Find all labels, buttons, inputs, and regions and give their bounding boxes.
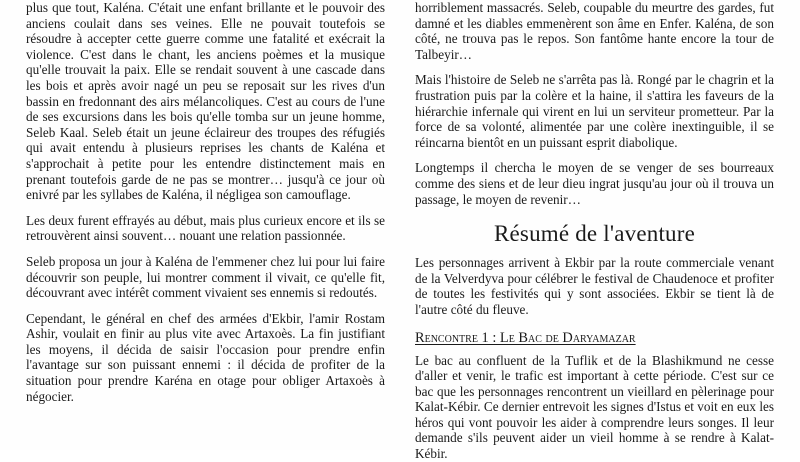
paragraph: Mais l'histoire de Seleb ne s'arrêta pas là. Rongé par le chagrin et la frustration puis par la colère et la haine, il s'attira les faveurs de la hiérarchie infernale qui virent en lui un serviteur prometteur. Par la force de sa volonté, alimentée par une colère inextinguible, il se réincarna bientôt en un puissant esprit diabolique. xyxy=(415,72,774,150)
paragraph: Les personnages arrivent à Ekbir par la route commerciale venant de la Velverdyva pour célébrer le festival de Chaudenoce et profiter de toutes les festivités qui y sont associées. Ekbir se tient là de l'autre côté du fleuve. xyxy=(415,255,774,317)
subsection-heading: Rencontre 1 : Le Bac de Daryamazar xyxy=(415,329,636,346)
paragraph: Les deux furent effrayés au début, mais plus curieux encore et ils se retrouvèrent ainsi souvent… nouant une relation passionnée. xyxy=(26,212,385,244)
left-column xyxy=(26,0,385,450)
paragraph: Seleb proposa un jour à Kaléna de l'emmener chez lui pour lui faire découvrir son peuple, lui montrer comment il vivait, ce qu'elle fit, découvrant avec intérêt comment vivaient ses ennemis si redoutés. xyxy=(26,253,385,301)
paragraph: Le bac au confluent de la Tuflik et de la Blashikmund ne cesse d'aller et venir, le trafic est important à cette période. C'est sur ce bac que les personnages rencontrent un vieillard en pèlerinage pour Kalat-Kébir. Ce dernier entrevoit les signes d'Istus et voit en eux les héros qui vont pouvoir les aider à comprendre leurs songes. Il leur demande s'ils peuvent aider un vieil homme à se rendre à Kalat-Kébir. xyxy=(415,352,774,462)
section-heading: Résumé de l'aventure xyxy=(493,221,696,247)
right-column xyxy=(415,0,774,462)
paragraph: Longtemps il chercha le moyen de se venger de ses bourreaux comme des siens et de leur dieu ingrat jusqu'au jour où il trouva un passage, le moyen de revenir… xyxy=(415,160,774,207)
two-column-layout xyxy=(26,0,774,462)
paragraph: Cependant, le général en chef des armées d'Ekbir, l'amir Rostam Ashir, voulait en finir au plus vite avec Artaxoès. La fin justifiant les moyens, il décida de saisir l'occasion pour prendre enfin l'avantage sur son puissant ennemi : il décida de profiter de la situation pour prendre Karéna en otage pour obliger Artaxoès à négocier. xyxy=(26,310,385,404)
paragraph: plus que tout, Kaléna. C'était une enfant brillante et le pouvoir des anciens coulait dans ses veines. Elle ne pouvait toutefois se résoudre à accepter cette guerre comme une fatalité et exécrait la violence. C'est dans le chant, les anciens poèmes et la musique qu'elle trouvait la paix. Elle se rendait souvent à une cascade dans les bois et après avoir nagé un peu se reposait sur les rives d'un bassin en fredonnant des airs mélancoliques. C'est au cours de l'une de ses excursions dans les bois qu'elle tomba sur un jeune homme, Seleb Kaal. Seleb était un jeune éclaireur des troupes des réfugiés qui avait entendu à plusieurs reprises les chants de Kaléna et s'approchait à petite pour les entendre distinctement mais en prenant toutefois garde de ne pas se montrer… jusqu'à ce jour où enivré par les syllabes de Kaléna, il négligea son camouflage. xyxy=(26,0,385,203)
paragraph: horriblement massacrés. Seleb, coupable du meurtre des gardes, fut damné et les diables emmenèrent son âme en Enfer. Kaléna, de son côté, ne trouva pas le repos. Son fantôme hante encore la tour de Talbeyir… xyxy=(415,0,774,62)
